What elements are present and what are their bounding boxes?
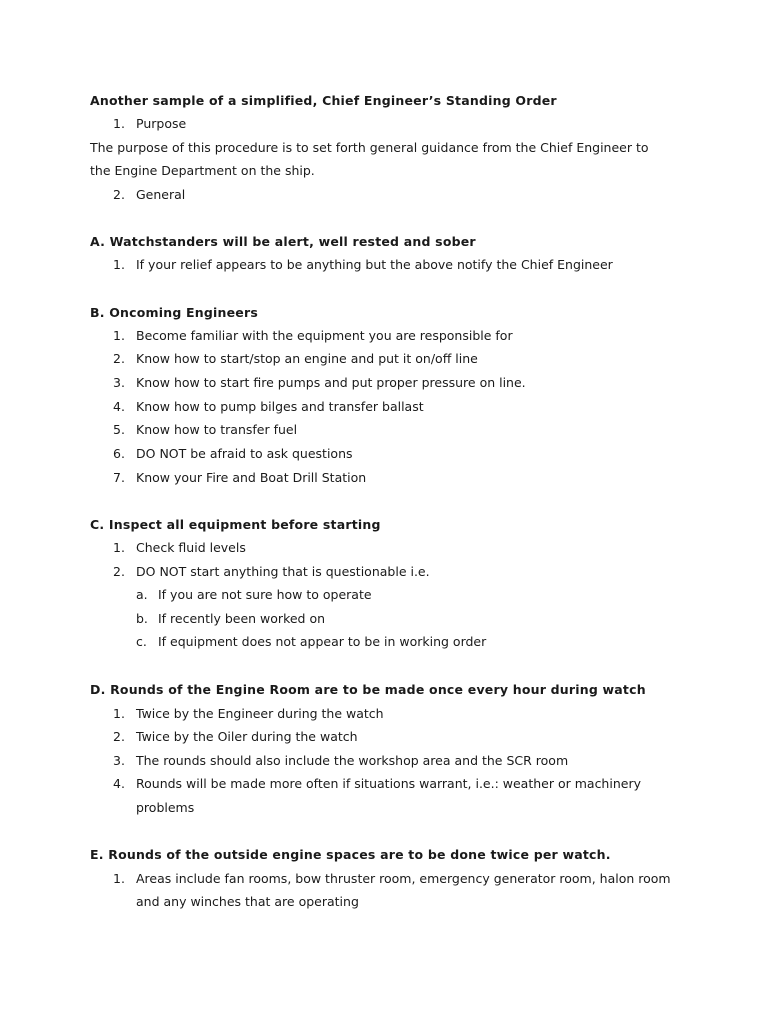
list-item: Rounds will be made more often if situations warrant, i.e.: weather or machinery bbox=[136, 776, 641, 791]
section-b-heading: B. Oncoming Engineers bbox=[90, 305, 258, 320]
sub-item-letter: b. bbox=[136, 611, 148, 626]
list-item: If your relief appears to be anything but the above notify the Chief Engineer bbox=[136, 257, 613, 272]
list-item-number: 4. bbox=[113, 399, 125, 414]
list-item: Know how to transfer fuel bbox=[136, 422, 298, 437]
section-a-heading: A. Watchstanders will be alert, well rested and sober bbox=[90, 234, 476, 249]
list-item-number: 1. bbox=[113, 871, 125, 886]
list-item: DO NOT start anything that is questionable i.e. bbox=[136, 564, 430, 579]
purpose-paragraph-line: the Engine Department on the ship. bbox=[90, 163, 315, 178]
list-item: DO NOT be afraid to ask questions bbox=[136, 446, 353, 461]
list-item-number: 1. bbox=[113, 328, 125, 343]
list-item-continuation: and any winches that are operating bbox=[136, 894, 359, 909]
list-item-number: 5. bbox=[113, 422, 125, 437]
list-item: Know your Fire and Boat Drill Station bbox=[136, 470, 367, 485]
list-item: Become familiar with the equipment you are responsible for bbox=[136, 328, 513, 343]
section-c-heading: C. Inspect all equipment before starting bbox=[90, 517, 381, 532]
list-item: Check fluid levels bbox=[136, 540, 246, 555]
list-item: Twice by the Oiler during the watch bbox=[136, 729, 358, 744]
list-item: Areas include fan rooms, bow thruster room, emergency generator room, halon room bbox=[136, 871, 671, 886]
list-item-number: 4. bbox=[113, 776, 125, 791]
sub-list-item: If equipment does not appear to be in working order bbox=[158, 634, 487, 649]
list-item-number: 2. bbox=[113, 729, 125, 744]
list-item: Twice by the Engineer during the watch bbox=[136, 706, 384, 721]
list-item-number: 1. bbox=[113, 706, 125, 721]
list-item: Know how to start/stop an engine and put it on/off line bbox=[136, 351, 478, 366]
list-item-number: 2. bbox=[113, 351, 125, 366]
section-d-heading: D. Rounds of the Engine Room are to be made once every hour during watch bbox=[90, 682, 646, 697]
list-item: Know how to pump bilges and transfer ballast bbox=[136, 399, 424, 414]
list-item-number: 1. bbox=[113, 540, 125, 555]
sub-list-item: If recently been worked on bbox=[158, 611, 326, 626]
sub-list-item: If you are not sure how to operate bbox=[158, 587, 372, 602]
list-item-number: 1. bbox=[113, 116, 125, 131]
list-item-purpose: Purpose bbox=[136, 116, 187, 131]
list-item-number: 3. bbox=[113, 753, 125, 768]
list-item: The rounds should also include the workshop area and the SCR room bbox=[136, 753, 569, 768]
list-item-number: 1. bbox=[113, 257, 125, 272]
list-item-number: 2. bbox=[113, 564, 125, 579]
list-item-continuation: problems bbox=[136, 800, 195, 815]
sub-item-letter: c. bbox=[136, 634, 147, 649]
list-item-number: 6. bbox=[113, 446, 125, 461]
list-item-number: 7. bbox=[113, 470, 125, 485]
section-e-heading: E. Rounds of the outside engine spaces are to be done twice per watch. bbox=[90, 847, 611, 862]
list-item: Know how to start fire pumps and put proper pressure on line. bbox=[136, 375, 526, 390]
list-item-number: 3. bbox=[113, 375, 125, 390]
purpose-paragraph-line: The purpose of this procedure is to set forth general guidance from the Chief Engineer to bbox=[90, 140, 649, 155]
list-item-number: 2. bbox=[113, 187, 125, 202]
sub-item-letter: a. bbox=[136, 587, 148, 602]
document-title: Another sample of a simplified, Chief Engineer’s Standing Order bbox=[90, 93, 557, 108]
list-item-general: General bbox=[136, 187, 186, 202]
